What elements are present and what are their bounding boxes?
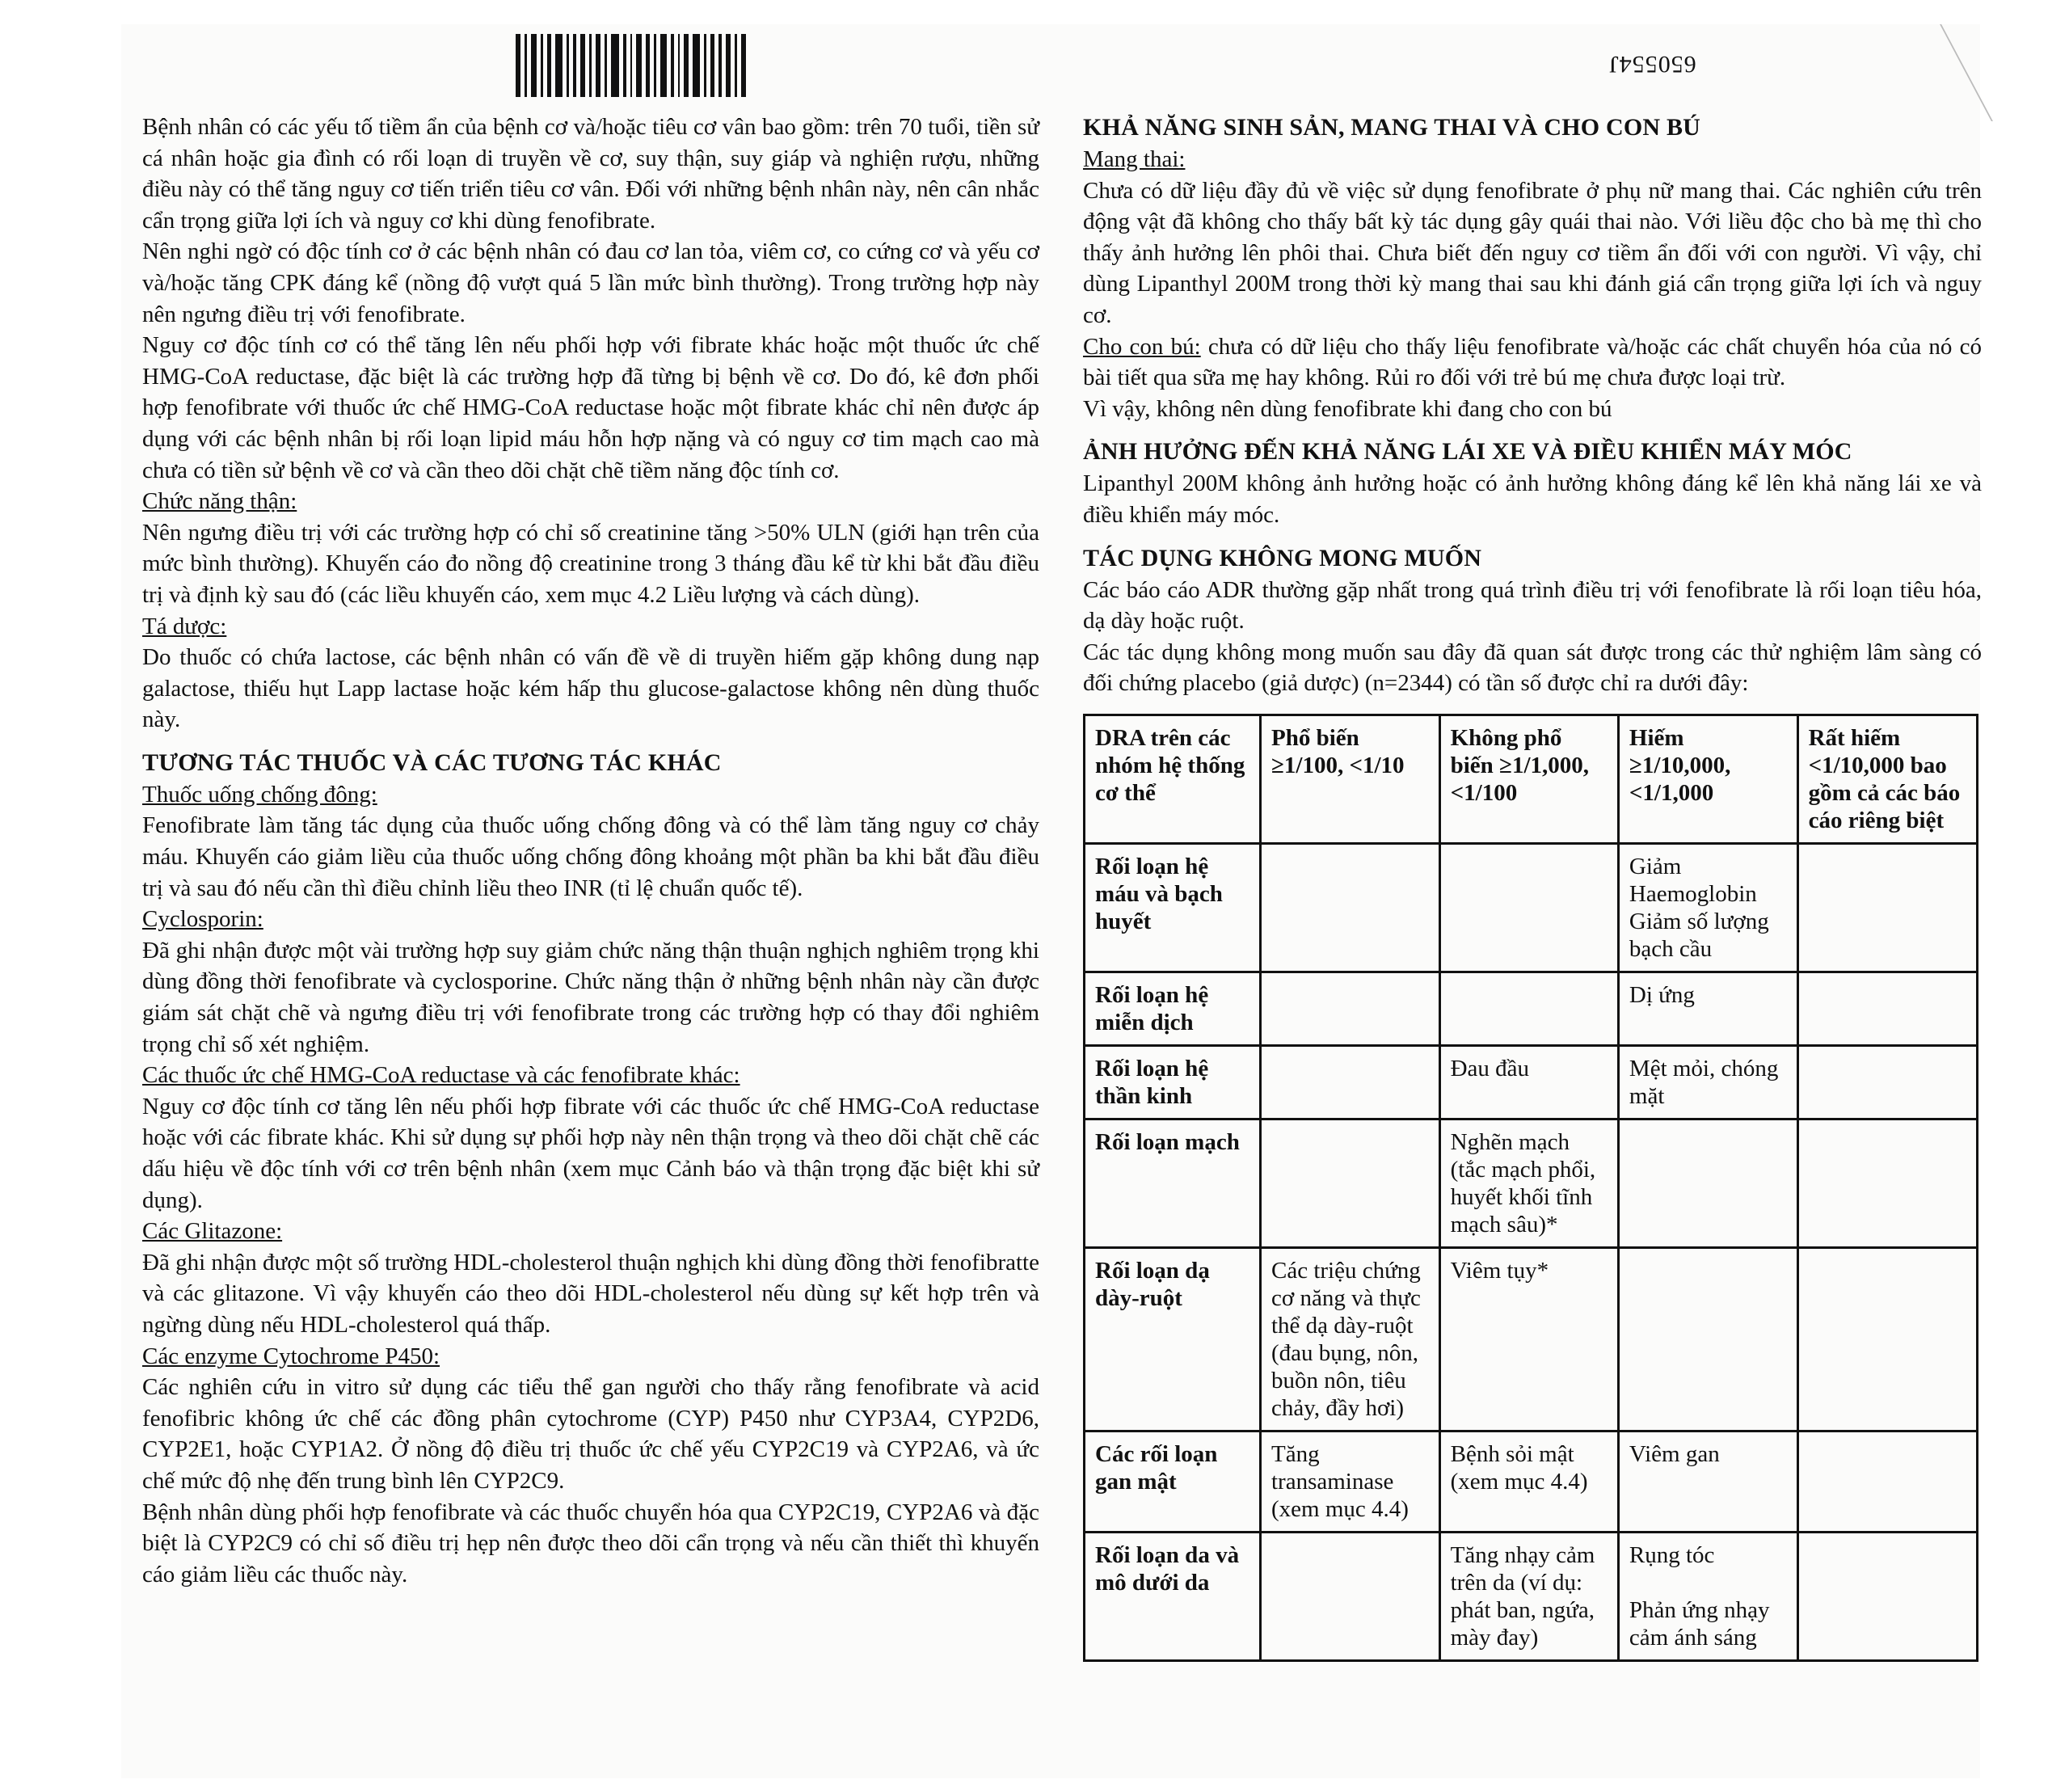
table-cell-uncommon: Tăng nhạy cảm trên da (ví dụ: phát ban, ngứa, mày đay) [1439,1532,1618,1660]
table-cell-sys: Các rối loạn gan mật [1085,1431,1261,1532]
table-header-row [1085,715,1978,843]
table-cell-sys: Rối loạn hệ máu và bạch huyết [1085,843,1261,972]
table-cell-sys: Rối loạn da và mô dưới da [1085,1532,1261,1660]
table-cell-common [1260,1119,1439,1247]
pregnancy-heading: Mang thai: [1083,146,1186,172]
glitazone-heading: Các Glitazone: [142,1218,283,1245]
table-cell-uncommon: Đau đầu [1439,1045,1618,1119]
table-cell-rare [1618,1119,1797,1247]
lactation-heading: Cho con bú: [1083,333,1201,360]
adr-table [1083,714,1978,1662]
cyp-text-2: Bệnh nhân dùng phối hợp fenofibrate và các thuốc chuyển hóa qua CYP2C19, CYP2A6 và đặc biệt là CYP2C9 có chỉ số điều trị hẹp nên được theo dõi cẩn trọng và nếu cần thiết thì khuyến cáo giảm liều các thuốc này. [142,1499,1039,1588]
table-cell-rare: Rụng tóc Phản ứng nhạy cảm ánh sáng [1618,1532,1797,1660]
header-very-rare: Rất hiếm <1/10,000 bao gồm cả các báo cáo riêng biệt [1797,715,1977,843]
table-cell-sys: Rối loạn mạch [1085,1119,1261,1247]
table-cell-common [1260,1045,1439,1119]
adr-text-2: Các tác dụng không mong muốn sau đây đã quan sát được trong các thử nghiệm lâm sàng có đối chứng placebo (giả dược) (n=2344) có tần số được chỉ ra dưới đây: [1083,639,1982,697]
myopathy-risk-paragraph: Bệnh nhân có các yếu tố tiềm ẩn của bệnh cơ và/hoặc tiêu cơ vân bao gồm: trên 70 tuổi, tiền sử cá nhân hoặc gia đình có rối loạn di truyền về cơ, suy thận, suy giáp và nghiện rượu, những điều này có thể tăng nguy cơ tiến triển tiêu cơ vân. Đối với những bệnh nhân này, nên cân nhắc cẩn trọng giữa lợi ích và nguy cơ khi dùng fenofibrate. [142,114,1039,234]
cyclosporin-text: Đã ghi nhận được một vài trường hợp suy giảm chức năng thận thuận nghịch nghiêm trọng khi dùng đồng thời fenofibrate và cyclosporine. Chức năng thận ở những bệnh nhân này cần được giám sát chặt chẽ và ngưng điều trị với fenofibrate trong các trường hợp có thay đổi nghiêm trọng chỉ số xét nghiệm. [142,937,1039,1057]
pregnancy-text: Chưa có dữ liệu đầy đủ về việc sử dụng fenofibrate ở phụ nữ mang thai. Các nghiên cứu trên động vật đã không cho thấy bất kỳ tác dụng gây quái thai nào. Với liều độc cho bà mẹ thì cho thấy ảnh hưởng lên phôi thai. Chưa biết đến nguy cơ tiềm ẩn đối với con người. Vì vậy, chỉ dùng Lipanthyl 200M trong thời kỳ mang thai sau khi đánh giá cẩn trọng giữa lợi ích và nguy cơ. [1083,177,1982,328]
header-rare: Hiếm ≥1/10,000, <1/1,000 [1618,715,1797,843]
table-row [1085,972,1978,1045]
header-system: DRA trên các nhóm hệ thống cơ thể [1085,715,1261,843]
table-cell-common [1260,843,1439,972]
lactation-text-2: Vì vậy, không nên dùng fenofibrate khi đang cho con bú [1083,395,1612,422]
driving-title: ẢNH HƯỞNG ĐẾN KHẢ NĂNG LÁI XE VÀ ĐIỀU KHIỂN MÁY MÓC [1083,438,1852,466]
lactation-text: chưa có dữ liệu cho thấy liệu fenofibrate và/hoặc các chất chuyển hóa của nó có bài tiết qua sữa mẹ hay không. Rủi ro đối với trẻ bú mẹ chưa được loại trừ. [1083,333,1982,391]
hmg-text: Nguy cơ độc tính cơ tăng lên nếu phối hợp fibrate với các thuốc ức chế HMG-CoA reductase hoặc với các fibrate khác. Khi sử dụng sự phối hợp này nên thận trọng và theo dõi chặt chẽ các dấu hiệu về độc tính với cơ trên bệnh nhân (xem mục Cảnh báo và thận trọng đặc biệt khi sử dụng). [142,1093,1039,1213]
print-code: 650554J [1608,51,1696,78]
cyp-heading: Các enzyme Cytochrome P450: [142,1343,440,1369]
anticoag-text: Fenofibrate làm tăng tác dụng của thuốc uống chống đông và có thể làm tăng nguy cơ chảy máu. Khuyến cáo giảm liều của thuốc uống chống đông khoảng một phần ba khi bắt đầu điều trị và sau đó nếu cần thì điều chỉnh liều theo INR (tỉ lệ chuẩn quốc tế). [142,812,1039,901]
anticoag-heading: Thuốc uống chống đông: [142,781,377,807]
glitazone-text: Đã ghi nhận được một số trường HDL-cholesterol thuận nghịch khi dùng đồng thời fenofibratte và các glitazone. Vì vậy khuyến cáo theo dõi HDL-cholesterol nếu dùng sự kết hợp trên và ngừng dùng nếu HDL-cholesterol quá thấp. [142,1249,1039,1338]
muscle-toxicity-paragraph: Nên nghi ngờ có độc tính cơ ở các bệnh nhân có đau cơ lan tỏa, viêm cơ, co cứng cơ và yếu cơ và/hoặc tăng CPK đáng kể (nồng độ vượt quá 5 lần mức bình thường). Trong trường hợp này nên ngưng điều trị với fenofibrate. [142,238,1039,327]
table-cell-sys: Rối loạn dạ dày-ruột [1085,1247,1261,1431]
table-row [1085,1247,1978,1431]
table-cell-common [1260,1532,1439,1660]
table-cell-very-rare [1797,1119,1977,1247]
table-cell-very-rare [1797,1247,1977,1431]
table-cell-rare: Viêm gan [1618,1431,1797,1532]
right-column [1083,112,1982,1662]
cyclosporin-heading: Cyclosporin: [142,906,263,933]
table-cell-common [1260,972,1439,1045]
table-row [1085,1532,1978,1660]
table-cell-rare: Mệt mỏi, chóng mặt [1618,1045,1797,1119]
left-column [142,112,1039,1590]
table-cell-very-rare [1797,1431,1977,1532]
table-cell-uncommon: Nghẽn mạch (tắc mạch phổi, huyết khối tĩnh mạch sâu)* [1439,1119,1618,1247]
table-cell-sys: Rối loạn hệ thần kinh [1085,1045,1261,1119]
table-cell-rare: Giảm Haemoglobin Giảm số lượng bạch cầu [1618,843,1797,972]
table-row [1085,1045,1978,1119]
table-cell-rare [1618,1247,1797,1431]
table-cell-uncommon [1439,843,1618,972]
header-uncommon: Không phổ biến ≥1/1,000, <1/100 [1439,715,1618,843]
driving-text: Lipanthyl 200M không ảnh hưởng hoặc có ảnh hưởng không đáng kể lên khả năng lái xe và điều khiển máy móc. [1083,470,1982,528]
table-row [1085,843,1978,972]
renal-heading: Chức năng thận: [142,488,297,515]
excipient-heading: Tá dược: [142,613,227,639]
table-cell-common: Tăng transaminase (xem mục 4.4) [1260,1431,1439,1532]
interactions-title: TƯƠNG TÁC THUỐC VÀ CÁC TƯƠNG TÁC KHÁC [142,748,722,776]
cyp-text-1: Các nghiên cứu in vitro sử dụng các tiểu thể gan người cho thấy rằng fenofibrate và acid fenofibric không ức chế các đồng phân cytochrome (CYP) P450 như CYP3A4, CYP2D6, CYP2E1, hoặc CYP1A2. Ở nồng độ điều trị thuốc ức chế yếu CYP2C19 và CYP2A6, và ức chế mức độ nhẹ đến trung bình lên CYP2C9. [142,1374,1039,1494]
fertility-title: KHẢ NĂNG SINH SẢN, MANG THAI VÀ CHO CON BÚ [1083,114,1701,141]
adr-title: TÁC DỤNG KHÔNG MONG MUỐN [1083,544,1482,571]
table-cell-sys: Rối loạn hệ miễn dịch [1085,972,1261,1045]
excipient-text: Do thuốc có chứa lactose, các bệnh nhân có vấn đề về di truyền hiếm gặp không dung nạp galactose, thiếu hụt Lapp lactase hoặc kém hấp thu glucose-galactose không nên dùng thuốc này. [142,644,1039,733]
table-row [1085,1431,1978,1532]
table-cell-common: Các triệu chứng cơ năng và thực thể dạ dày-ruột (đau bụng, nôn, buồn nôn, tiêu chảy, đầy hơi) [1260,1247,1439,1431]
table-cell-uncommon: Bệnh sỏi mật (xem mục 4.4) [1439,1431,1618,1532]
lactation-paragraph [1083,331,1982,394]
table-cell-very-rare [1797,1532,1977,1660]
table-cell-very-rare [1797,1045,1977,1119]
barcode [516,34,750,97]
renal-text: Nên ngưng điều trị với các trường hợp có chỉ số creatinine tăng >50% ULN (giới hạn trên của mức bình thường). Khuyến cáo đo nồng độ creatinine trong 3 tháng đầu kể từ khi bắt đầu điều trị và định kỳ sau đó (các liều khuyến cáo, xem mục 4.2 Liều lượng và cách dùng). [142,519,1039,608]
table-cell-uncommon [1439,972,1618,1045]
table-cell-uncommon: Viêm tụy* [1439,1247,1618,1431]
table-cell-very-rare [1797,972,1977,1045]
table-cell-rare: Dị ứng [1618,972,1797,1045]
table-cell-very-rare [1797,843,1977,972]
header-common: Phổ biến ≥1/100, <1/10 [1260,715,1439,843]
combination-risk-paragraph: Nguy cơ độc tính cơ có thể tăng lên nếu phối hợp với fibrate khác hoặc một thuốc ức chế HMG-CoA reductase, đặc biệt là các trường hợp đã từng bị bệnh về cơ. Do đó, kê đơn phối hợp fenofibrate với thuốc ức chế HMG-CoA reductase hoặc một fibrate khác chỉ nên được áp dụng với các bệnh nhân bị rối loạn lipid máu hỗn hợp nặng và có nguy cơ tim mạch cao mà chưa có tiền sử bệnh về cơ và cần theo dõi chặt chẽ tiềm năng độc tính cơ. [142,332,1039,483]
table-row [1085,1119,1978,1247]
hmg-heading: Các thuốc ức chế HMG-CoA reductase và các fenofibrate khác: [142,1062,740,1089]
adr-text-1: Các báo cáo ADR thường gặp nhất trong quá trình điều trị với fenofibrate là rối loạn tiêu hóa, dạ dày hoặc ruột. [1083,576,1982,635]
table-body [1085,843,1978,1660]
